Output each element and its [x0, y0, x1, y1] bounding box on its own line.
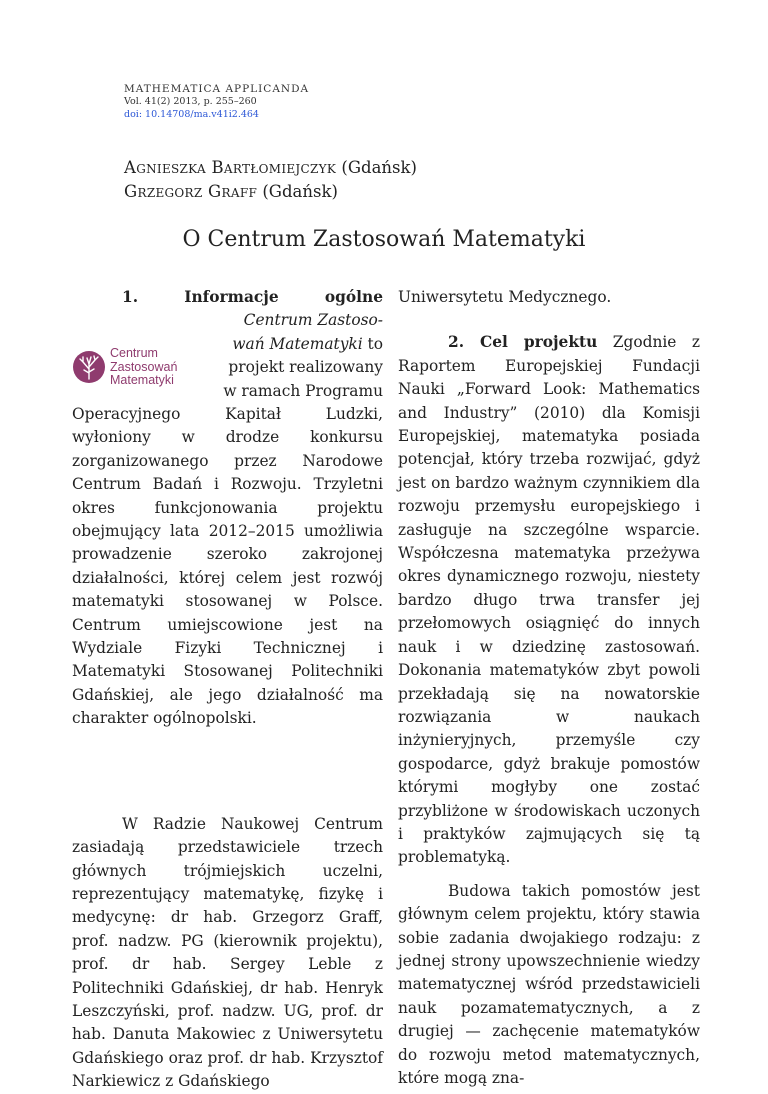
- logo-line: Zastosowań: [110, 359, 178, 374]
- author-name: Grzegorz Graff: [124, 182, 258, 201]
- volume-info: Vol. 41(2) 2013, p. 255–260: [124, 96, 257, 107]
- author-affiliation: (Gdańsk): [341, 158, 417, 177]
- paragraph-intro-start: Centrum Zastoso- wań Matematyki to projekt realizowany w ramach Programu: [223, 311, 383, 400]
- author-2: [124, 182, 338, 201]
- left-column: [72, 286, 383, 1094]
- paragraph-intro: Operacyjnego Kapitał Ludzki, wyłoniony w drodze konkursu zorganizowanego przez Narodowe Centrum Badań i Rozwoju. Trzyletni okres funkcjonowania projektu obejmujący lata 2012–2015 umożliwia prowadzenie szeroko zakrojonej działalności, której celem jest rozwój matematyki stosowanej w Polsce. Centrum umiejscowione jest na Wydziale Fizyki Technicznej i Matematyki Stosowanej Politechniki Gdańskiej, ale jego działalność ma charakter ogólnopolski.: [72, 405, 383, 728]
- doi-link[interactable]: doi: 10.14708/ma.v41i2.464: [124, 109, 259, 120]
- author-affiliation: (Gdańsk): [262, 182, 338, 201]
- paragraph-continued: Uniwersytetu Medycznego.: [398, 288, 612, 306]
- paragraph-goals: Budowa takich pomostów jest głównym celem projektu, który stawia sobie zadania dwojakiego rodzaju: z jednej strony upowszechnienie wiedzy matematycznej wśród przedstawicieli nauk pozamatematycznych, a z drugiej — zachęcenie matematyków do rozwoju metod matematycznych, które mogą zna-: [398, 881, 700, 1087]
- paragraph-council: W Radzie Naukowej Centrum zasiadają przedstawiciele trzech głównych trójmiejskich uczelni, reprezentujący matematykę, fizykę i medycynę: dr hab. Grzegorz Graff, prof. nadzw. PG (kierownik projektu), prof. dr hab. Sergey Leble z Politechniki Gdańskiej, dr hab. Henryk Leszczyński, prof. nadzw. UG, prof. dr hab. Danuta Makowiec z Uniwersytetu Gdańskiego oraz prof. dr hab. Krzysztof Narkiewicz z Gdańskiego: [72, 814, 383, 1091]
- author-1: [124, 158, 417, 177]
- logo-line: Matematyki: [110, 373, 174, 388]
- paragraph-section-2: 2. Cel projektu Zgodnie z Raportem Europejskiej Fundacji Nauki „Forward Look: Mathematics and Industry” (2010) dla Komisji Europejskiej, matematyka posiada potencjał, który trzeba rozwijać, gdyż jest on bardzo ważnym czynnikiem dla rozwoju przemysłu europejskiego i zasługuje na szczególne wsparcie. Współczesna matematyka przeżywa okres dynamicznego rozwoju, niestety bardzo długo trwa transfer jej przełomowych osiągnięć do innych nauk i w dziedzinę zastosowań. Dokonania matematyków zbyt powoli przekładają się na nowatorskie rozwiązania w naukach inżynieryjnych, przemyśle czy gospodarce, gdyż brakuje pomostów którymi mogłyby one zostać przybliżone w środowiskach uczonych i praktyków zajmujących się tą problematyką.: [398, 333, 700, 867]
- section-1-title-word: ogólne: [324, 288, 383, 306]
- logo: [72, 332, 213, 402]
- journal-name: MATHEMATICA APPLICANDA: [124, 83, 310, 95]
- section-1-heading-line: [72, 286, 383, 309]
- right-column: [398, 286, 700, 1090]
- article-title: O Centrum Zastosowań Matematyki: [182, 227, 586, 252]
- section-1-title-word: Informacje: [184, 288, 279, 306]
- logo-line: Centrum: [110, 346, 158, 361]
- author-name: Agnieszka Bartłomiejczyk: [124, 158, 337, 177]
- section-2-heading: 2. Cel projektu: [448, 333, 598, 352]
- tree-logo-icon: [72, 350, 106, 384]
- section-1-number: 1.: [122, 288, 139, 306]
